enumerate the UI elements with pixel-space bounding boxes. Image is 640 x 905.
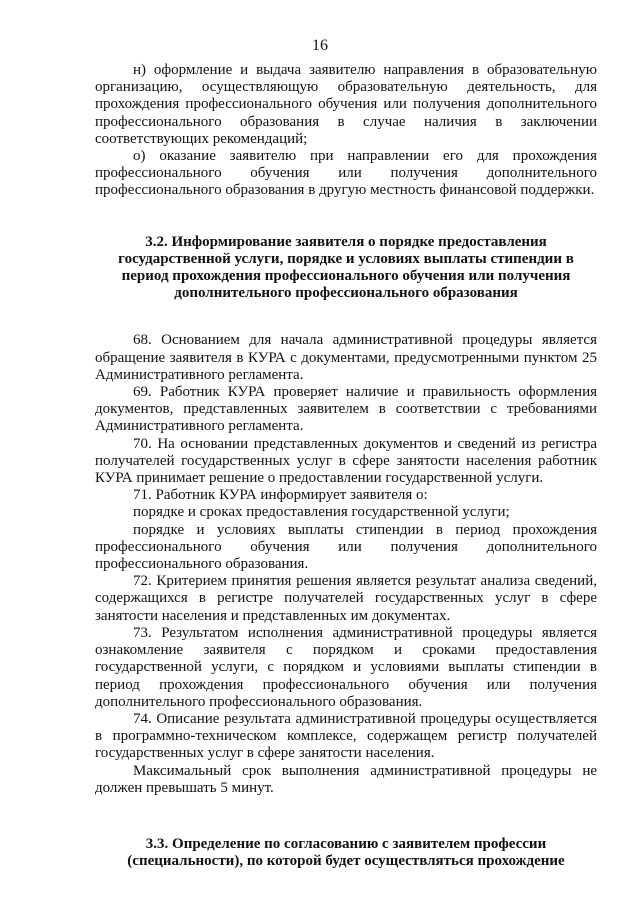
paragraph-max-time: Максимальный срок выполнения административной процедуры не должен превышать 5 минут. xyxy=(95,762,597,796)
paragraph-73: 73. Результатом исполнения административной процедуры является ознакомление заявителя с порядком и сроками предоставления государственной услуги, с порядком и условиями выплаты стипендии в период прохождения профессионального обучения или получения дополнительного профессионального образования. xyxy=(95,624,597,710)
paragraph-70: 70. На основании представленных документов и сведений из регистра получателей государственных услуг в сфере занятости населения работник КУРА принимает решение о предоставлении государственной услуги. xyxy=(95,435,597,487)
page-number: 16 xyxy=(312,37,328,54)
paragraph-68: 68. Основанием для начала административной процедуры является обращение заявителя в КУРА с документами, предусмотренными пунктом 25 Административного регламента. xyxy=(95,332,597,383)
paragraph-71: 71. Работник КУРА информирует заявителя о: xyxy=(133,487,428,504)
document-body xyxy=(95,62,597,870)
paragraph-74: 74. Описание результата административной процедуры осуществляется в программно-техническом комплексе, содержащем регистр получателей государственных услуг в сфере занятости населения. xyxy=(95,710,597,762)
section-heading-3-2: 3.2. Информирование заявителя о порядке предоставления государственной услуги, порядке и условиях выплаты стипендии в период прохождения профессионального обучения или получения дополнительного профессионального образования xyxy=(118,233,574,302)
paragraph-71-item-2: порядке и условиях выплаты стипендии в период прохождения профессионального обучения или получения дополнительного профессионального образования. xyxy=(95,521,597,573)
paragraph-72: 72. Критерием принятия решения является результат анализа сведений, содержащихся в регистре получателей государственных услуг в сфере занятости населения и представленных им документах. xyxy=(95,573,597,624)
paragraph-n: н) оформление и выдача заявителю направления в образовательную организацию, осуществляющую образовательную деятельность, для прохождения профессионального обучения или получения дополнительного профессионального образования в случае наличия в заключении соответствующих рекомендаций; xyxy=(95,62,597,147)
paragraph-69: 69. Работник КУРА проверяет наличие и правильность оформления документов, представленных заявителем в соответствии с требованиями Административного регламента. xyxy=(95,384,597,435)
section-heading-3-3: 3.3. Определение по согласованию с заявителем профессии (специальности), по которой будет осуществляться прохождение xyxy=(127,835,565,870)
paragraph-71-item-1: порядке и сроках предоставления государственной услуги; xyxy=(133,504,510,521)
paragraph-o: о) оказание заявителю при направлении его для прохождения профессионального обучения или получения дополнительного профессионального образования в другую местность финансовой поддержки. xyxy=(95,148,597,199)
